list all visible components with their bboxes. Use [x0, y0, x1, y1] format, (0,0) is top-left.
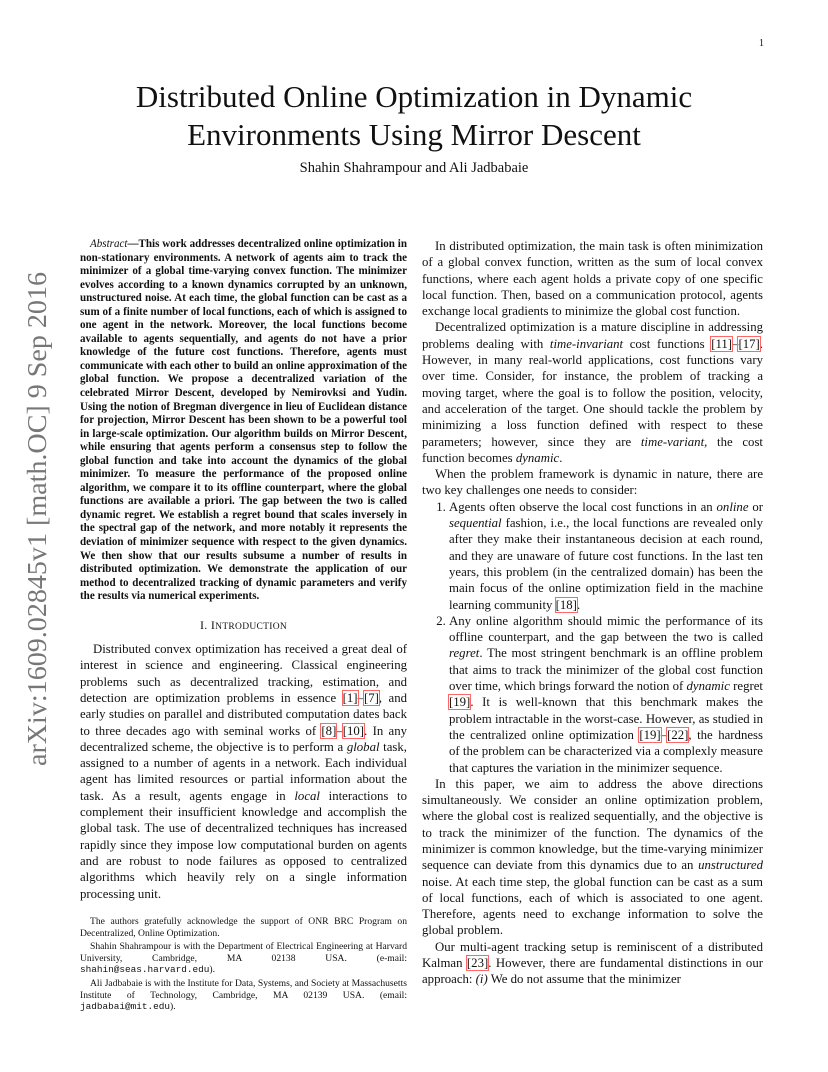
footnote-author-2: Ali Jadbabaie is with the Institute for Data, Systems, and Society at Massachusetts Institute of Technology, Cambridge, MA 02139 USA. (email: jadbabai@mit.edu). — [80, 977, 407, 1013]
intro-paragraph-6: Our multi-agent tracking setup is reminiscent of a distributed Kalman [23]. However, there are fundamental distinctions in our approach: (i) We do not assume that the minimizer — [422, 939, 763, 987]
footnote-author-1: Shahin Shahrampour is with the Department of Electrical Engineering at Harvard University, Cambridge, MA 02138 USA. (e-mail: shahin@seas.harvard.edu). — [80, 941, 407, 976]
email-link[interactable]: jadbabai@mit.edu — [80, 1001, 171, 1013]
challenges-list — [422, 499, 763, 776]
intro-paragraph-4: When the problem framework is dynamic in nature, there are two key challenges one needs to consider: — [422, 467, 763, 498]
abstract-label: Abstract — [90, 238, 128, 250]
intro-paragraph-1: Distributed convex optimization has received a great deal of interest in science and engineering. Classical engineering problems such as decentralized tracking, estimation, and detection are optimization problems in essence [1]–[7], and early studies on parallel and distributed computation dates back to three decades ago with seminal works of [8]–[10]. In any decentralized scheme, the objective is to perform a global task, assigned to a number of agents in a network. Each individual agent has limited resources or partial information about the task. As a result, agents engage in local interactions to complement their insufficient knowledge and accomplish the global task. The use of decentralized techniques has increased rapidly since they impose low computational burden on agents and are robust to node failures as opposed to centralized algorithms which heavily rely on a single information processing unit. — [80, 642, 408, 901]
citation-link[interactable]: [19] — [449, 695, 471, 710]
paper-title: Distributed Online Optimization in Dynamic Environments Using Mirror Descent — [135, 79, 693, 152]
section-heading-introduction: I. INTRODUCTION — [199, 617, 288, 632]
citation-link[interactable]: [23] — [466, 956, 489, 971]
footnote-acknowledgment: The authors gratefully acknowledge the support of ONR BRC Program on Decentralized, Online Optimization. — [80, 916, 407, 939]
email-link[interactable]: shahin@seas.harvard.edu — [80, 964, 210, 976]
list-item: 1. Agents often observe the local cost functions in an online or sequential fashion, i.e., the local functions are revealed only after they make their instantaneous decision at each round, and they are unaware of future cost functions. In the last ten years, this problem (in the centralized domain) has been the main focus of the online optimization field in the machine learning community [18]. — [449, 499, 763, 613]
citation-link[interactable]: [8] — [321, 723, 337, 738]
intro-paragraph-3: Decentralized optimization is a mature discipline in addressing problems dealing with time-invariant cost functions [11]–[17]. However, in many real-world applications, cost functions vary over time. Consider, for instance, the problem of tracking a moving target, where the goal is to follow the position, velocity, and acceleration of the target. One should tackle the problem by minimizing a loss function defined with respect to these parameters; however, since they are time-variant, the cost function becomes dynamic. — [422, 320, 763, 465]
page-number: 1 — [759, 38, 764, 49]
arxiv-identifier-text: arXiv:1609.02845v1 [math.OC] 9 Sep 2016 — [22, 290, 52, 766]
abstract-text: This work addresses decentralized online optimization in non-stationary environments. A network of agents aim to track the minimizer of a global time-varying convex function. The minimizer evolves according to a known dynamics corrupted by an unknown, unstructured noise. At each time, the global function can be cast as a sum of a finite number of local functions, each of which is assigned to one agent in the network. Moreover, the local functions become available to agents sequentially, and agents do not have a prior knowledge of the future cost functions. Therefore, agents must communicate with each other to build an online approximation of the global function. We propose a decentralized variation of the celebrated Mirror Descent, developed by Nemirovksi and Yudin. Using the notion of Bregman divergence in lieu of Euclidean distance for projection, Mirror Descent has been shown to be a powerful tool in large-scale optimization. Our algorithm builds on Mirror Descent, while ensuring that agents perform a consensus step to follow the global function and take into account the dynamics of the global minimizer. To measure the performance of the proposed online algorithm, we compare it to its offline counterpart, where the global functions are available a priori. The gap between the two is called dynamic regret. We establish a regret bound that scales inversely in the spectral gap of the network, and more notably it represents the deviation of minimizer sequence with respect to the given dynamics. We then show that our results subsume a number of results in distributed optimization. We demonstrate the application of our method to decentralized tracking of dynamic parameters and verify the results via numerical experiments. — [80, 238, 407, 603]
abstract — [80, 238, 407, 604]
citation-link[interactable]: [17] — [738, 336, 760, 351]
footnotes — [80, 916, 407, 1015]
citation-link[interactable]: [22] — [667, 727, 689, 742]
citation-link[interactable]: [11] — [711, 336, 733, 351]
right-column — [422, 238, 763, 988]
citation-link[interactable]: [19] — [639, 727, 661, 742]
citation-link[interactable]: [18] — [555, 597, 577, 612]
arxiv-identifier-stamp — [20, 270, 54, 770]
paper-authors: Shahin Shahrampour and Ali Jadbabaie — [299, 160, 529, 176]
list-item: 2. Any online algorithm should mimic the performance of its offline counterpart, and the gap between the two is called regret. The most stringent benchmark is an offline problem that aims to track the minimizer of the global cost function over time, which brings forward the notion of dynamic regret [19]. It is well-known that this benchmark makes the problem intractable in the worst-case. However, as studied in the centralized online optimization [19]–[22], the hardness of the problem can be characterized via a complexly measure that captures the variation in the minimizer sequence. — [449, 613, 763, 776]
citation-link[interactable]: [10] — [342, 723, 365, 738]
abstract-dash: — — [127, 238, 139, 250]
citation-link[interactable]: [1] — [342, 690, 358, 705]
intro-paragraph-5: In this paper, we aim to address the above directions simultaneously. We consider an online optimization problem, where the global cost is realized sequentially, and the objective is to track the minimizer of the function. The dynamics of the minimizer is common knowledge, but the time-varying minimizer sequence can deviate from this dynamics due to an unstructured noise. At each time step, the global function can be cast as a sum of local functions, each of which is associated to one agent. Therefore, agents need to exchange information to solve the global problem. — [422, 776, 763, 938]
left-column — [80, 238, 407, 902]
intro-paragraph-2: In distributed optimization, the main task is often minimization of a global convex function, written as the sum of local convex functions, where each agent holds a private copy of one specific local function. Then, based on a communication protocol, agents exchange local gradients to minimize the global cost function. — [422, 239, 763, 319]
citation-link[interactable]: [7] — [363, 690, 379, 705]
